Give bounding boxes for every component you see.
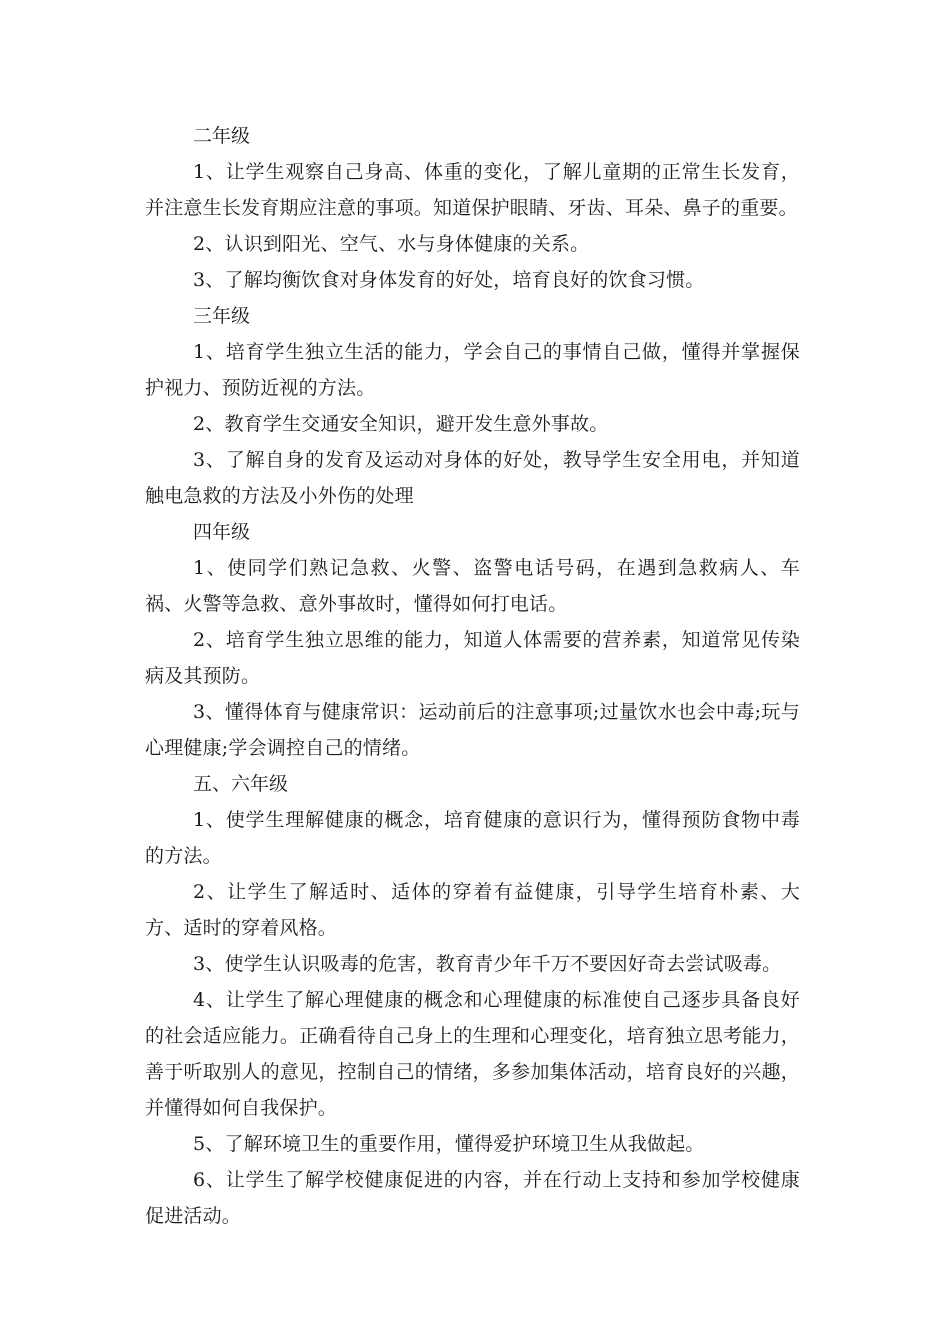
grade56-item-1: 1、使学生理解健康的概念，培育健康的意识行为，懂得预防食物中毒的方法。: [145, 809, 800, 867]
grade2-item-1: 1、让学生观察自己身高、体重的变化，了解儿童期的正常生长发育，并注意生长发育期应注意的事项。知道保护眼睛、牙齿、耳朵、鼻子的重要。: [145, 161, 800, 219]
grade4-item-2: 2、培育学生独立思维的能力，知道人体需要的营养素，知道常见传染病及其预防。: [145, 629, 800, 687]
grade3-item-3: 3、了解自身的发育及运动对身体的好处，教导学生安全用电，并知道触电急救的方法及小外伤的处理: [145, 449, 800, 507]
grade-heading-5-6: 五、六年级: [193, 773, 289, 795]
grade56-item-2: 2、让学生了解适时、适体的穿着有益健康，引导学生培育朴素、大方、适时的穿着风格。: [145, 881, 800, 939]
grade56-item-3: 3、使学生认识吸毒的危害，教育青少年千万不要因好奇去尝试吸毒。: [193, 953, 782, 975]
grade-heading-4: 四年级: [193, 521, 251, 543]
grade4-item-3: 3、懂得体育与健康常识：运动前后的注意事项;过量饮水也会中毒;玩与心理健康;学会调控自己的情绪。: [145, 701, 800, 759]
document-body: [145, 118, 800, 1234]
grade56-item-6: 6、让学生了解学校健康促进的内容，并在行动上支持和参加学校健康促进活动。: [145, 1169, 800, 1227]
grade56-item-4: 4、让学生了解心理健康的概念和心理健康的标准使自己逐步具备良好的社会适应能力。正确看待自己身上的生理和心理变化，培育独立思考能力，善于听取别人的意见，控制自己的情绪，多参加集体活动，培育良好的兴趣，并懂得如何自我保护。: [145, 989, 800, 1119]
grade-heading-2: 二年级: [193, 125, 251, 147]
grade2-item-2: 2、认识到阳光、空气、水与身体健康的关系。: [193, 233, 590, 255]
grade3-item-1: 1、培育学生独立生活的能力，学会自己的事情自己做，懂得并掌握保护视力、预防近视的方法。: [145, 341, 800, 399]
grade4-item-1: 1、使同学们熟记急救、火警、盗警电话号码，在遇到急救病人、车祸、火警等急救、意外事故时，懂得如何打电话。: [145, 557, 800, 615]
grade2-item-3: 3、了解均衡饮食对身体发育的好处，培育良好的饮食习惯。: [193, 269, 705, 291]
grade-heading-3: 三年级: [193, 305, 251, 327]
grade3-item-2: 2、教育学生交通安全知识，避开发生意外事故。: [193, 413, 609, 435]
grade56-item-5: 5、了解环境卫生的重要作用，懂得爱护环境卫生从我做起。: [193, 1133, 705, 1155]
